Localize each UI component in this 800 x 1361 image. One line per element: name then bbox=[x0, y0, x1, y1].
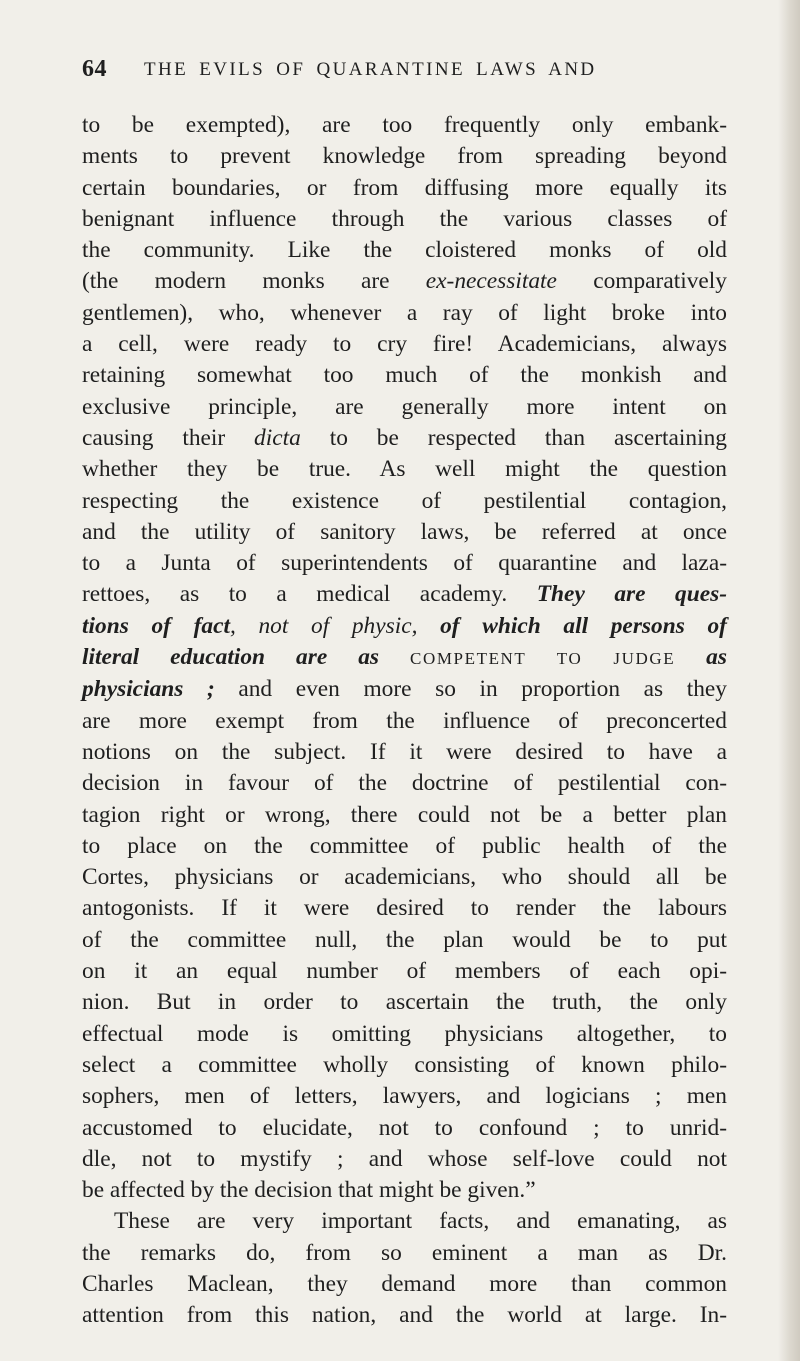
text-line: Charles Maclean, they demand more than common bbox=[82, 1270, 727, 1297]
text-line: Cortes, physicians or academicians, who should all be bbox=[82, 864, 727, 891]
text-line: to a Junta of superintendents of quarantine and laza- bbox=[82, 550, 727, 577]
text-line: be affected by the decision that might be given.” bbox=[82, 1177, 536, 1204]
emphasis-phrase: tions of fact bbox=[82, 612, 230, 639]
text-line: whether they be true. As well might the question bbox=[82, 456, 727, 483]
italic-phrase: dicta bbox=[254, 424, 301, 451]
text-line: of the committee null, the plan would be to put bbox=[82, 926, 727, 953]
emphasis-phrase: of which all persons of bbox=[440, 612, 727, 639]
text-line: tagion right or wrong, there could not be a better plan bbox=[82, 801, 727, 828]
running-header bbox=[82, 56, 722, 90]
small-caps-phrase: COMPETENT TO JUDGE bbox=[410, 649, 676, 669]
text-line: gentlemen), who, whenever a ray of light broke into bbox=[82, 299, 727, 326]
text-line: causing their dicta to be respected than ascertaining bbox=[82, 424, 727, 451]
emphasis-phrase: as bbox=[675, 644, 727, 671]
text-line: attention from this nation, and the world at large. In- bbox=[82, 1302, 727, 1329]
text-line: antogonists. If it were desired to render the labours bbox=[82, 895, 727, 922]
text-line: respecting the existence of pestilential contagion, bbox=[82, 487, 727, 514]
text-line: certain boundaries, or from diffusing more equally its bbox=[82, 174, 727, 201]
page-number: 64 bbox=[82, 56, 107, 82]
text-line: and the utility of sanitory laws, be referred at once bbox=[82, 518, 727, 545]
text-line: These are very important facts, and emanating, as bbox=[114, 1208, 727, 1235]
text-line: exclusive principle, are generally more intent on bbox=[82, 393, 727, 420]
body-paragraph bbox=[82, 110, 727, 1332]
text-line: dle, not to mystify ; and whose self-love could not bbox=[82, 1145, 727, 1172]
text-line: accustomed to elucidate, not to confound ; to unrid- bbox=[82, 1114, 727, 1141]
text-line: select a committee wholly consisting of known philo- bbox=[82, 1051, 727, 1078]
text-line: sophers, men of letters, lawyers, and logicians ; men bbox=[82, 1083, 727, 1110]
emphasis-phrase: literal education are as bbox=[82, 644, 411, 671]
emphasis-phrase: physicians ; bbox=[82, 676, 215, 703]
text-line: the remarks do, from so eminent a man as Dr. bbox=[82, 1239, 727, 1266]
text-line: the community. Like the cloistered monks of old bbox=[82, 237, 727, 264]
text-line: to place on the committee of public health of the bbox=[82, 832, 727, 859]
text-line: on it an equal number of members of each opi- bbox=[82, 958, 727, 985]
text-line: ments to prevent knowledge from spreading beyond bbox=[82, 143, 727, 170]
text-line: nion. But in order to ascertain the truth, the only bbox=[82, 989, 727, 1016]
italic-phrase: ex-necessitate bbox=[425, 268, 557, 295]
text-line: decision in favour of the doctrine of pestilential con- bbox=[82, 770, 727, 797]
text-line bbox=[82, 642, 727, 674]
text-line: a cell, were ready to cry fire! Academicians, always bbox=[82, 331, 727, 358]
italic-phrase: not of physic bbox=[258, 612, 412, 639]
emphasis-phrase: They are ques- bbox=[536, 581, 727, 608]
text-line: benignant influence through the various classes of bbox=[82, 205, 727, 232]
text-line: tions of fact, not of physic, of which all persons of bbox=[82, 612, 727, 639]
text-line: are more exempt from the influence of preconcerted bbox=[82, 707, 727, 734]
text-line: physicians ; and even more so in proportion as they bbox=[82, 676, 728, 703]
text-line: notions on the subject. If it were desired to have a bbox=[82, 738, 727, 765]
running-head-title: THE EVILS OF QUARANTINE LAWS AND bbox=[144, 59, 597, 80]
text-line: (the modern monks are ex-necessitate comparatively bbox=[82, 268, 727, 295]
text-line: retaining somewhat too much of the monkish and bbox=[82, 362, 727, 389]
text-line: rettoes, as to a medical academy. They are ques- bbox=[82, 581, 727, 608]
text-line: effectual mode is omitting physicians altogether, to bbox=[82, 1020, 727, 1047]
page-edge-shadow bbox=[778, 0, 800, 1361]
text-line: to be exempted), are too frequently only embank- bbox=[82, 112, 727, 138]
